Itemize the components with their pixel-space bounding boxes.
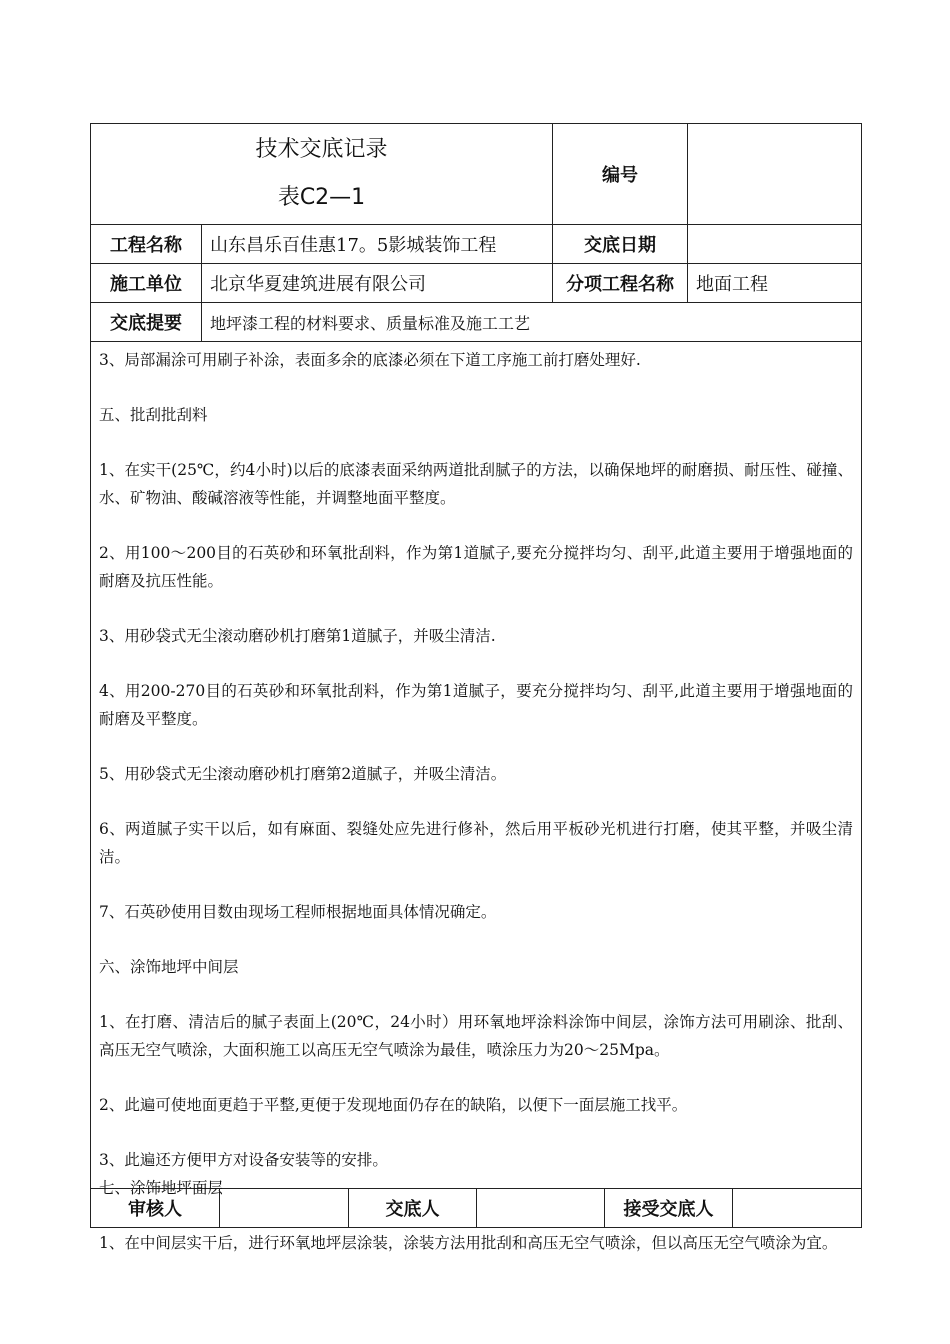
receiver-label: 接受交底人 xyxy=(604,1189,732,1227)
content-paragraph: 1、在打磨、清洁后的腻子表面上(20℃，24小时）用环氧地坪涂料涂饰中间层，涂饰方法可用刷涂、批刮、高压无空气喷涂，大面积施工以高压无空气喷涂为最佳，喷涂压力为20～25Mpa。 xyxy=(99,1013,853,1059)
contractor-label: 施工单位 xyxy=(110,274,182,295)
content-paragraph: 3、此遍还方便甲方对设备安装等的安排。 xyxy=(99,1151,388,1169)
summary-row xyxy=(91,302,861,341)
summary-field[interactable]: 地坪漆工程的材料要求、质量标准及施工工艺 xyxy=(201,303,861,341)
discloser-field[interactable] xyxy=(476,1189,604,1227)
content-paragraph: 3、局部漏涂可用刷子补涂，表面多余的底漆必须在下道工序施工前打磨处理好. xyxy=(99,351,641,369)
reviewer-field[interactable] xyxy=(219,1189,348,1227)
project-name-label: 工程名称 xyxy=(110,235,182,256)
subitem-field[interactable]: 地面工程 xyxy=(687,264,861,302)
title-row xyxy=(91,124,861,224)
content-paragraph: 6、两道腻子实干以后，如有麻面、裂缝处应先进行修补，然后用平板砂光机进行打磨，使其平整，并吸尘清洁。 xyxy=(99,820,853,866)
form-title: 技术交底记录 xyxy=(255,137,388,162)
subitem-label: 分项工程名称 xyxy=(552,264,687,302)
receiver-field[interactable] xyxy=(732,1189,861,1227)
number-field[interactable] xyxy=(687,124,861,224)
content-paragraph: 5、用砂袋式无尘滚动磨砂机打磨第2道腻子，并吸尘清洁。 xyxy=(99,765,507,783)
number-label: 编号 xyxy=(552,124,687,224)
project-name-field[interactable]: 山东昌乐百佳惠17。5影城装饰工程 xyxy=(201,225,552,263)
section-heading: 六、涂饰地坪中间层 xyxy=(99,958,239,976)
signature-row xyxy=(91,1188,861,1227)
form-subtitle: 表C2—1 xyxy=(277,185,366,210)
content-paragraph: 2、用100～200目的石英砂和环氧批刮料，作为第1道腻子,要充分搅拌均匀、刮平,此道主要用于增强地面的耐磨及抗压性能。 xyxy=(99,544,853,590)
content-paragraph: 1、在中间层实干后，进行环氧地坪层涂装，涂装方法用批刮和高压无空气喷涂，但以高压无空气喷涂为宜。 xyxy=(99,1234,838,1252)
content-paragraph: 7、石英砂使用目数由现场工程师根据地面具体情况确定。 xyxy=(99,903,497,921)
content-paragraph: 1、在实干(25℃，约4小时)以后的底漆表面采纳两道批刮腻子的方法，以确保地坪的耐磨损、耐压性、碰撞、水、矿物油、酸碱溶液等性能，并调整地面平整度。 xyxy=(99,461,853,507)
section-heading: 七、涂饰地坪面层 xyxy=(99,1179,224,1197)
technical-disclosure-form xyxy=(90,123,862,1252)
content-paragraph: 4、用200-270目的石英砂和环氧批刮料，作为第1道腻子，要充分搅拌均匀、刮平,此道主要用于增强地面的耐磨及平整度。 xyxy=(99,682,853,728)
contractor-row xyxy=(91,263,861,302)
date-field[interactable] xyxy=(687,225,861,263)
discloser-label: 交底人 xyxy=(348,1189,476,1227)
title-cell xyxy=(91,124,552,224)
reviewer-label: 审核人 xyxy=(128,1199,182,1220)
section-heading: 五、批刮批刮料 xyxy=(99,406,208,424)
content-paragraph: 3、用砂袋式无尘滚动磨砂机打磨第1道腻子，并吸尘清洁. xyxy=(99,627,496,645)
date-label: 交底日期 xyxy=(552,225,687,263)
contractor-field[interactable]: 北京华夏建筑进展有限公司 xyxy=(201,264,552,302)
content-paragraph: 2、此遍可使地面更趋于平整,更便于发现地面仍存在的缺陷，以便下一面层施工找平。 xyxy=(99,1096,688,1114)
summary-label: 交底提要 xyxy=(110,313,182,334)
project-row xyxy=(91,224,861,263)
